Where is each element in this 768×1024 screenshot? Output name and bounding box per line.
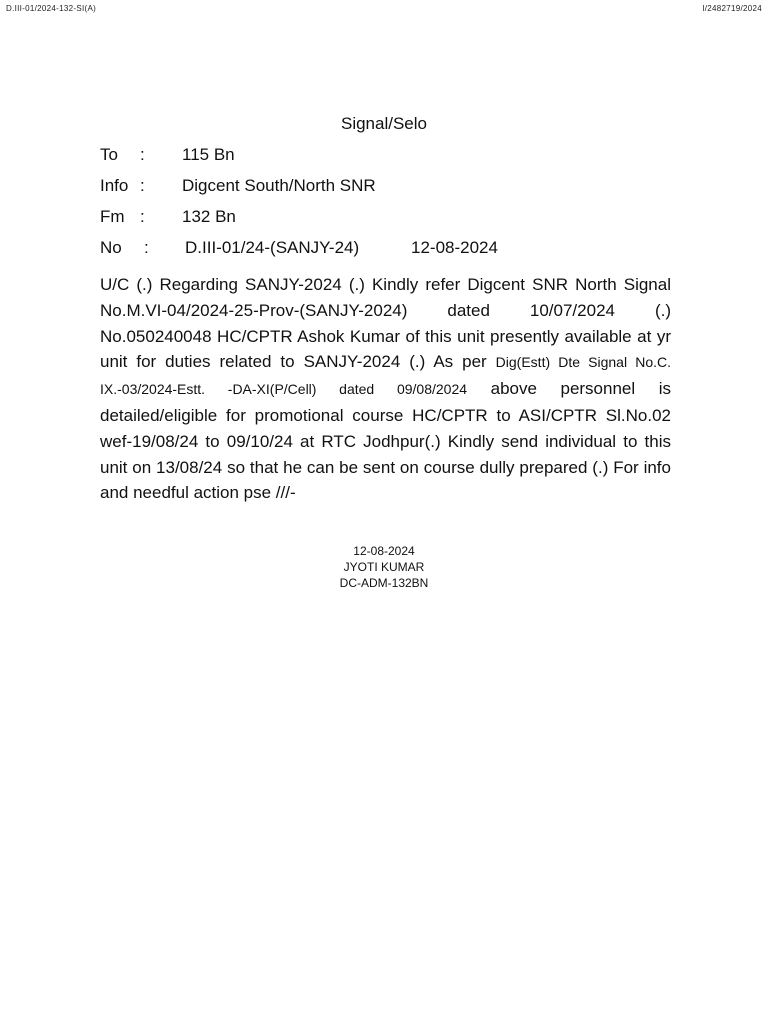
address-info-value: Digcent South/North SNR bbox=[182, 176, 376, 195]
signal-body-reference: Dig(Estt) Dte Signal No.C. IX.-03/2024-Estt. -DA-XI(P/Cell) dated 09/08/2024 bbox=[100, 354, 671, 398]
address-number-date: 12-08-2024 bbox=[411, 238, 498, 257]
document-reference-right: I/2482719/2024 bbox=[702, 4, 762, 13]
address-to-label: To bbox=[100, 145, 118, 164]
signal-body-part3: above personnel is detailed/eligible for promotional course HC/CPTR to ASI/CPTR Sl.No.02 wef-19/08/24 to 09/10/24 at RTC Jodhpur(.) Kindly send individual to this unit on 13/08/24 so that he can be sent on course dully prepared (.) For info and needful action pse ///- bbox=[100, 379, 671, 503]
address-info-colon: : bbox=[140, 176, 145, 195]
document-reference-left: D.III-01/2024-132-SI(A) bbox=[6, 4, 97, 13]
address-info-label: Info bbox=[100, 176, 129, 195]
signatory-name: JYOTI KUMAR bbox=[343, 560, 425, 574]
signature-block bbox=[0, 543, 768, 591]
signal-body-part1: U/C (.) Regarding SANJY-2024 (.) Kindly refer Digcent SNR North Signal No.M.VI-04/2024-25-Prov-(SANJY-2024) dated 10/07/2024 (.) No.050240048 HC/CPTR Ashok Kumar of this unit presently available at yr unit for duties related to SANJY-2024 (.) As per bbox=[100, 275, 671, 372]
address-to-value: 115 Bn bbox=[182, 145, 235, 164]
address-number-colon: : bbox=[144, 238, 149, 257]
address-number-value: D.III-01/24-(SANJY-24) bbox=[185, 238, 360, 257]
address-to-colon: : bbox=[140, 145, 145, 164]
address-from-label: Fm bbox=[100, 207, 125, 226]
signal-body bbox=[100, 272, 671, 506]
address-number-label: No bbox=[100, 238, 122, 257]
address-from-colon: : bbox=[140, 207, 145, 226]
signature-date: 12-08-2024 bbox=[353, 544, 415, 558]
signatory-designation: DC-ADM-132BN bbox=[339, 576, 429, 590]
address-from-value: 132 Bn bbox=[182, 207, 236, 226]
page-title: Signal/Selo bbox=[340, 114, 427, 133]
